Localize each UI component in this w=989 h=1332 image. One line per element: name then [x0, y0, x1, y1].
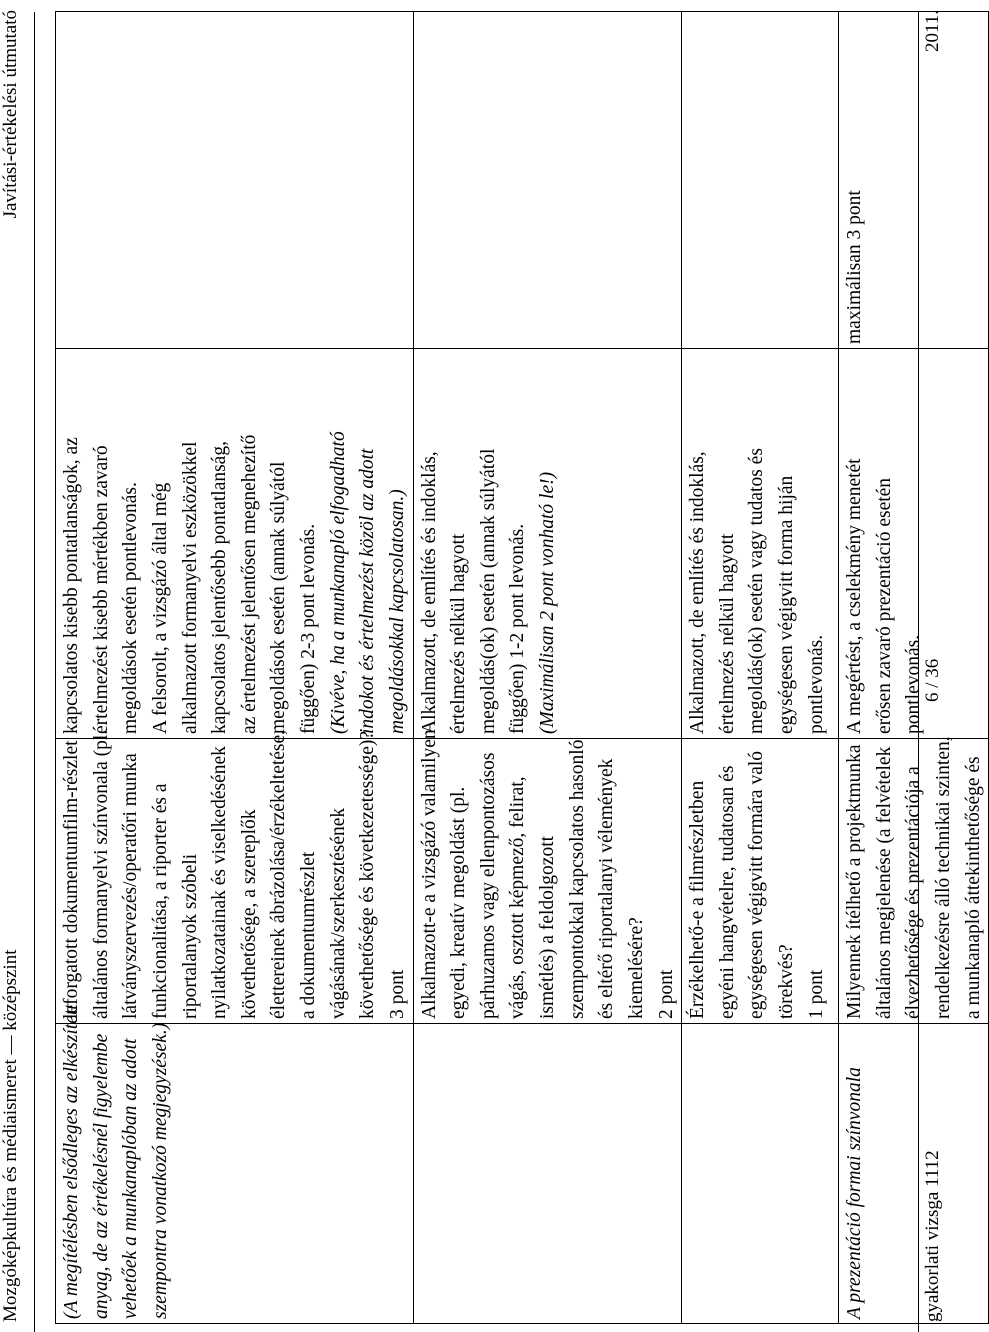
cell-italic-line: (Maximálisan 2 pont vonható le!)	[537, 471, 558, 734]
cell-text-line: Alkalmazott, de említés és indoklás,	[687, 451, 709, 734]
cell-text-line: értelmezés nélkül hagyott	[716, 533, 738, 734]
table-cell-col2	[839, 736, 989, 1024]
cell-text-line: Alkalmazott-e a vizsgázó valamilyen	[418, 729, 440, 1019]
cell-text-line: 1 pont	[805, 969, 827, 1019]
footer-right: 2011.	[922, 10, 943, 53]
cell-text-line: riportalanyok szóbeli	[179, 853, 201, 1019]
cell-text-line: követhetősége és következetessége)?	[357, 730, 379, 1019]
cell-text-line: megoldás(ok) esetén vagy tudatos és	[746, 448, 768, 734]
cell-italic-line: megoldásokkal kapcsolatosan.)	[386, 489, 408, 734]
cell-text-line: Milyennek ítélhető a projektmunka	[844, 744, 866, 1019]
cell-text-line: megoldás(ok) esetén (annak súlyától	[477, 448, 499, 734]
table-row	[682, 12, 839, 1324]
table-cell-col2	[56, 729, 414, 1024]
cell-text-line: az értelmezést jelentősen megnehezítő	[238, 434, 260, 734]
cell-text-line: vágásának/szerkesztésének	[327, 807, 349, 1019]
cell-text-line: párhuzamos vagy ellenpontozásos	[477, 752, 499, 1019]
table-cell-col1	[839, 1024, 989, 1324]
header-rule	[34, 12, 35, 1332]
table-cell-col3	[682, 349, 839, 739]
cell-text-line: megoldások esetén (annak súlyától	[268, 461, 290, 734]
table-cell-col4	[56, 12, 414, 349]
cell-text-line: kiemelésére?	[625, 917, 647, 1019]
cell-text-line: függően) 2-3 pont levonás.	[298, 523, 319, 734]
cell-text-line: élettereinek ábrázolása/érzékeltetése,	[268, 729, 290, 1019]
cell-text-line: erősen zavaró prezentáció esetén	[873, 477, 895, 734]
cell-text-line: a munkanapló áttekinthetősége és	[962, 756, 984, 1019]
cell-italic-line: indokot és értelmezést közöl az adott	[357, 448, 379, 734]
cell-text-line: kapcsolatos jelentősebb pontatlanság,	[209, 441, 231, 734]
cell-text-line: A prezentáció formai színvonala	[844, 1067, 866, 1319]
header-left: Mozgóképkultúra és médiaismeret — középszint	[0, 949, 21, 1322]
table-row	[413, 12, 682, 1324]
cell-text-line: függően) 1-2 pont levonás.	[507, 523, 529, 734]
cell-italic-line: (Kivéve, ha a munkanapló elfogadható	[327, 431, 349, 734]
cell-text-line: 3 pont	[386, 969, 408, 1019]
cell-text-line: alkalmazott formanyelvi eszközökkel	[179, 441, 201, 734]
cell-text-line: 2 pont	[655, 969, 677, 1019]
cell-text-line: egyéni hangvételre, tudatosan és	[716, 765, 738, 1019]
header-right: Javítási-értékelési útmutató	[0, 10, 21, 219]
table-cell-col3	[56, 349, 414, 739]
cell-text-line: A felsorolt, a vizsgázó által még	[149, 482, 171, 734]
table-cell-col3	[413, 349, 682, 739]
cell-text-line: Érzékelhető-e a filmrészletben	[687, 780, 709, 1019]
footer-left: gyakorlati vizsga 1112	[922, 1150, 943, 1322]
cell-text-line: élvezhetősége és prezentációja a	[903, 766, 925, 1019]
cell-text-line: pontlevonás.	[903, 634, 925, 734]
cell-text-line: maximálisan 3 pont	[844, 190, 866, 344]
cell-text-line: egyedi, kreatív megoldást (pl.	[448, 786, 470, 1019]
cell-text-line: ismétlés) a feldolgozott	[537, 835, 558, 1019]
cell-text-line: rendelkezésre álló technikai szinten,	[933, 736, 954, 1019]
page-number: 6 / 36	[922, 658, 943, 702]
cell-text-line: törekvés?	[776, 944, 797, 1019]
cell-text-line: nyilatkozatainak és viselkedésének	[209, 746, 231, 1019]
cell-text-line: funkcionalitása, a riporter és a	[149, 783, 171, 1019]
cell-text-line: szempontra vonatkozó megjegyzések.)	[149, 1022, 171, 1319]
cell-text-line: leforgatott dokumentumfilm-részlet	[61, 740, 82, 1019]
table-cell-col1	[413, 1024, 682, 1324]
cell-text-line: követhetősége, a szereplők	[238, 809, 260, 1019]
cell-text-line: pontlevonás.	[805, 634, 827, 734]
cell-text-line: egységesen végigvitt forma hiján	[776, 475, 797, 734]
evaluation-table	[55, 11, 989, 1324]
cell-text-line: általános formanyelvi színvonala (pl.	[90, 729, 112, 1019]
cell-text-line: értelmezést kisebb mértékben zavaró	[90, 445, 112, 734]
table-cell-col2	[413, 729, 682, 1024]
cell-text-line: megoldások esetén pontlevonás.	[120, 482, 142, 734]
cell-text-line: (A megítélésben elsődleges az elkészített	[61, 1004, 82, 1319]
cell-text-line: vágás, osztott képmező, felirat,	[507, 776, 529, 1019]
cell-text-line: látványszervezés/operatőri munka	[120, 753, 142, 1019]
cell-text-line: és eltérő riportalanyi vélemények	[596, 758, 618, 1019]
cell-text-line: szempontokkal kapcsolatos hasonló	[566, 739, 588, 1019]
table-cell-col1	[682, 1024, 839, 1324]
table-row	[839, 12, 989, 1324]
table-cell-col4	[413, 12, 682, 349]
cell-text-line: A megértést, a cselekmény menetét	[844, 458, 866, 734]
cell-text-line: anyag, de az értékelésnél figyelembe	[90, 1033, 112, 1319]
cell-text-line: általános megjelenése (a felvételek	[873, 746, 895, 1019]
cell-text-line: kapcsolatos kisebb pontatlanságok, az	[61, 437, 82, 734]
cell-text-line: egységesen végigvitt formára való	[746, 750, 768, 1019]
table-cell-col4	[839, 12, 989, 349]
table-row	[56, 12, 414, 1324]
table-cell-col3	[839, 349, 989, 739]
cell-text-line: vehetőek a munkanaplóban az adott	[120, 1038, 142, 1319]
table-cell-col2	[682, 739, 839, 1024]
cell-text-line: Alkalmazott, de említés és indoklás,	[418, 451, 440, 734]
table-cell-col1	[56, 1004, 414, 1324]
footer-rule	[918, 12, 919, 1332]
cell-text-line: a dokumentumrészlet	[298, 851, 319, 1019]
cell-text-line: értelmezés nélkül hagyott	[448, 533, 470, 734]
table-cell-col4	[682, 12, 839, 349]
